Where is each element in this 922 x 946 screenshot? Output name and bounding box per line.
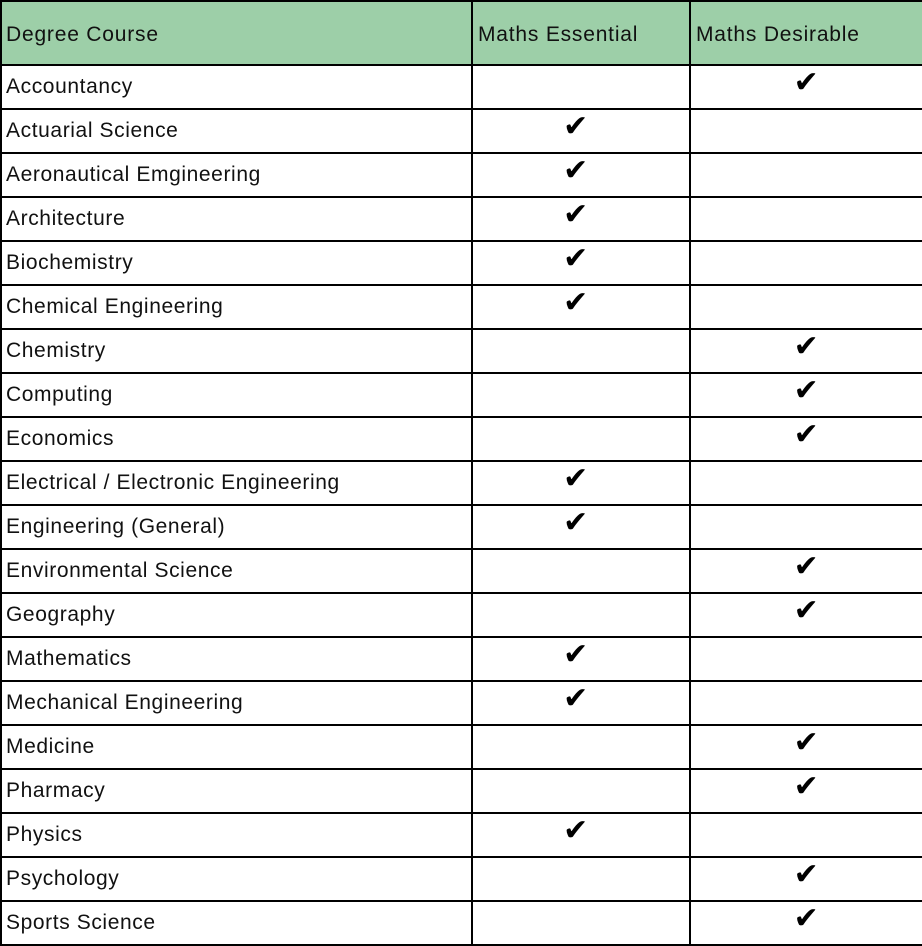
table-row: [2, 638, 922, 682]
header-degree-course: Degree Course: [2, 2, 473, 64]
checkmark-icon: ✔: [563, 637, 589, 672]
degree-course-cell: Pharmacy: [2, 770, 473, 812]
maths-essential-cell: [473, 726, 691, 768]
maths-essential-cell: [473, 506, 691, 548]
table-row: [2, 110, 922, 154]
maths-desirable-cell: [691, 638, 922, 680]
table-row: [2, 682, 922, 726]
degree-course-cell: Electrical / Electronic Engineering: [2, 462, 473, 504]
table-row: [2, 550, 922, 594]
checkmark-icon: ✔: [793, 769, 820, 804]
table-row: [2, 418, 922, 462]
table-row: [2, 330, 922, 374]
table-row: [2, 462, 922, 506]
maths-essential-cell: [473, 330, 691, 372]
checkmark-icon: ✔: [793, 373, 820, 408]
checkmark-icon: ✔: [793, 901, 820, 936]
maths-desirable-cell: [691, 594, 922, 636]
checkmark-icon: ✔: [563, 109, 589, 144]
checkmark-icon: ✔: [793, 725, 820, 760]
maths-essential-cell: [473, 374, 691, 416]
table-row: [2, 726, 922, 770]
table-row: [2, 66, 922, 110]
degree-course-cell: Biochemistry: [2, 242, 473, 284]
degree-course-cell: Chemistry: [2, 330, 473, 372]
maths-essential-cell: [473, 198, 691, 240]
checkmark-icon: ✔: [563, 505, 589, 540]
table-row: [2, 858, 922, 902]
degree-course-cell: Mechanical Engineering: [2, 682, 473, 724]
degree-course-cell: Geography: [2, 594, 473, 636]
checkmark-icon: ✔: [793, 549, 820, 584]
checkmark-icon: ✔: [563, 681, 589, 716]
maths-desirable-cell: [691, 858, 922, 900]
maths-desirable-cell: [691, 330, 922, 372]
maths-desirable-cell: [691, 682, 922, 724]
maths-desirable-cell: [691, 66, 922, 108]
maths-desirable-cell: [691, 550, 922, 592]
header-maths-desirable: Maths Desirable: [696, 23, 860, 46]
checkmark-icon: ✔: [793, 329, 820, 364]
maths-desirable-cell: [691, 902, 922, 944]
maths-desirable-cell: [691, 198, 922, 240]
maths-essential-cell: [473, 770, 691, 812]
table-row: [2, 506, 922, 550]
table-row: [2, 770, 922, 814]
checkmark-icon: ✔: [563, 461, 589, 496]
maths-essential-cell: [473, 682, 691, 724]
degree-course-cell: Mathematics: [2, 638, 473, 680]
degree-course-cell: Computing: [2, 374, 473, 416]
degree-course-cell: Aeronautical Emgineering: [2, 154, 473, 196]
maths-desirable-cell: [691, 154, 922, 196]
checkmark-icon: ✔: [793, 593, 820, 628]
table-row: [2, 374, 922, 418]
degree-course-cell: Environmental Science: [2, 550, 473, 592]
degree-course-cell: Physics: [2, 814, 473, 856]
maths-essential-cell: [473, 242, 691, 284]
maths-essential-cell: [473, 858, 691, 900]
maths-desirable-cell: [691, 770, 922, 812]
degree-course-cell: Architecture: [2, 198, 473, 240]
maths-essential-cell: [473, 154, 691, 196]
maths-desirable-cell: [691, 110, 922, 152]
table-header-row: [2, 2, 922, 66]
degree-course-cell: Sports Science: [2, 902, 473, 944]
maths-essential-cell: [473, 462, 691, 504]
maths-essential-cell: [473, 902, 691, 944]
maths-essential-cell: [473, 286, 691, 328]
checkmark-icon: ✔: [793, 857, 820, 892]
header-maths-essential: Maths Essential: [473, 2, 691, 64]
degree-course-cell: Chemical Engineering: [2, 286, 473, 328]
degree-course-cell: Accountancy: [2, 66, 473, 108]
maths-desirable-cell: [691, 242, 922, 284]
checkmark-icon: ✔: [793, 65, 820, 100]
maths-desirable-cell: [691, 462, 922, 504]
table-row: [2, 594, 922, 638]
maths-essential-cell: [473, 594, 691, 636]
checkmark-icon: ✔: [563, 813, 589, 848]
table-row: [2, 814, 922, 858]
maths-desirable-cell: [691, 286, 922, 328]
checkmark-icon: ✔: [793, 417, 820, 452]
maths-desirable-cell: [691, 374, 922, 416]
maths-essential-cell: [473, 110, 691, 152]
degree-course-cell: Engineering (General): [2, 506, 473, 548]
maths-desirable-cell: [691, 726, 922, 768]
maths-essential-cell: [473, 550, 691, 592]
degree-course-cell: Economics: [2, 418, 473, 460]
maths-essential-cell: [473, 638, 691, 680]
checkmark-icon: ✔: [563, 285, 589, 320]
degree-course-cell: Psychology: [2, 858, 473, 900]
table-row: [2, 242, 922, 286]
maths-desirable-cell: [691, 506, 922, 548]
maths-essential-cell: [473, 814, 691, 856]
degree-course-cell: Medicine: [2, 726, 473, 768]
table-row: [2, 286, 922, 330]
checkmark-icon: ✔: [563, 153, 589, 188]
table-row: [2, 154, 922, 198]
maths-essential-cell: [473, 66, 691, 108]
table-row: [2, 902, 922, 946]
checkmark-icon: ✔: [563, 241, 589, 276]
maths-desirable-cell: [691, 418, 922, 460]
maths-essential-cell: [473, 418, 691, 460]
maths-desirable-cell: [691, 814, 922, 856]
degree-course-cell: Actuarial Science: [2, 110, 473, 152]
table-body: [2, 66, 922, 946]
table-row: [2, 198, 922, 242]
checkmark-icon: ✔: [563, 197, 589, 232]
